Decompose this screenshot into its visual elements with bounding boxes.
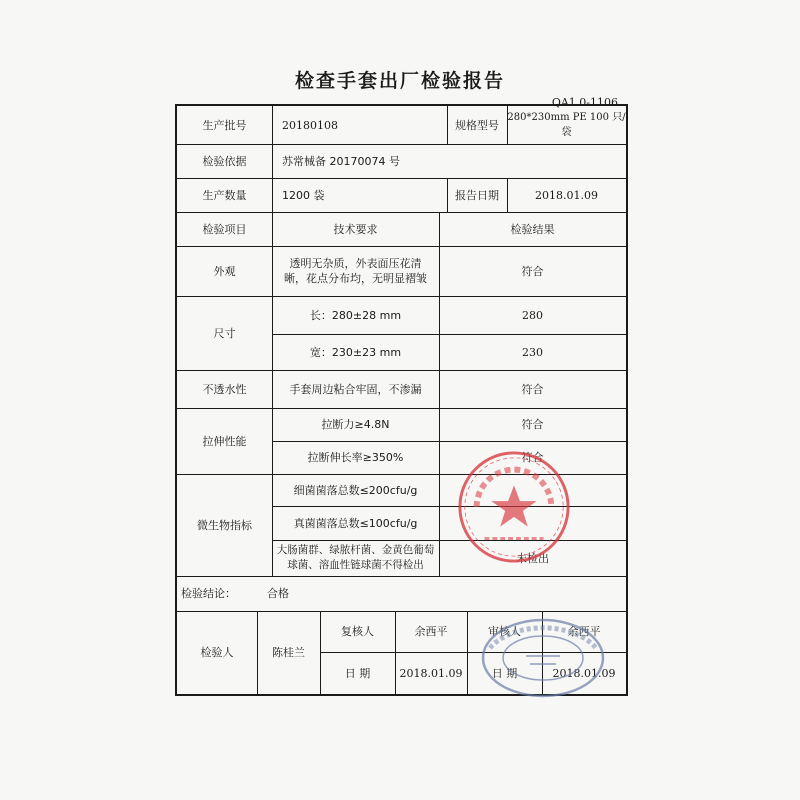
appearance-name: 外观 xyxy=(213,264,236,278)
size-name: 尺寸 xyxy=(213,326,236,340)
micro-fungi-requirement: 真菌菌落总数≤100cfu/g xyxy=(293,516,418,530)
header-result: 检验结果 xyxy=(510,222,555,236)
inspector-name: 陈桂兰 xyxy=(272,646,305,659)
date-value-1: 2018.01.09 xyxy=(399,666,463,680)
tensile-force-requirement: 拉断力≥4.8N xyxy=(321,418,390,431)
basis-value: 苏常械备 20170074 号 xyxy=(282,154,400,168)
batch-label: 生产批号 xyxy=(202,118,247,132)
tensile-elongation-result: 符合 xyxy=(521,451,544,464)
date-label-2: 日 期 xyxy=(491,666,518,680)
basis-label: 检验依据 xyxy=(202,154,247,168)
approver-name: 余西平 xyxy=(567,625,601,638)
micro-bacteria-requirement: 细菌菌落总数≤200cfu/g xyxy=(293,483,418,497)
inspector-label: 检验人 xyxy=(200,646,234,659)
header-requirement: 技术要求 xyxy=(333,222,378,236)
qty-label: 生产数量 xyxy=(202,188,247,202)
qty-value: 1200 袋 xyxy=(282,188,325,202)
waterproof-requirement: 手套周边粘合牢固，不渗漏 xyxy=(289,382,422,396)
spec-label: 规格型号 xyxy=(455,118,499,132)
waterproof-name: 不透水性 xyxy=(202,382,247,396)
appearance-result: 符合 xyxy=(521,264,544,278)
document-title: 检查手套出厂检验报告 xyxy=(294,70,505,92)
date-value-2: 2018.01.09 xyxy=(552,666,616,680)
size-length-requirement: 长：280±28 mm xyxy=(309,308,402,322)
waterproof-result: 符合 xyxy=(521,382,544,396)
reviewer-label: 复核人 xyxy=(341,625,374,638)
tensile-force-result: 符合 xyxy=(521,418,544,431)
batch-value: 20180108 xyxy=(282,118,338,132)
report-table xyxy=(175,104,628,696)
size-width-result: 230 xyxy=(522,345,543,359)
micro-pathogen-result: 未检出 xyxy=(516,551,549,565)
spec-value: 280*230mm PE 100 只/袋 xyxy=(507,112,626,138)
appearance-requirement: 透明无杂质，外表面压花清晰，花点分布均，无明显褶皱 xyxy=(284,257,427,285)
date-label-1: 日 期 xyxy=(344,666,371,680)
tensile-elongation-requirement: 拉断伸长率≥350% xyxy=(307,451,404,464)
conclusion-label: 检验结论： xyxy=(181,587,236,600)
micro-name: 微生物指标 xyxy=(197,518,252,532)
approver-label: 审核人 xyxy=(488,625,521,638)
size-length-result: 280 xyxy=(522,308,543,322)
micro-pathogen-requirement: 大肠菌群、绿脓杆菌、金黄色葡萄球菌、溶血性链球菌不得检出 xyxy=(276,544,435,571)
report-date-value: 2018.01.09 xyxy=(535,188,598,202)
document-code: QA1.0-1106 xyxy=(551,96,618,109)
header-item: 检验项目 xyxy=(202,222,247,236)
reviewer-name: 余西平 xyxy=(414,625,448,638)
tensile-name: 拉伸性能 xyxy=(202,434,247,448)
size-width-requirement: 宽：230±23 mm xyxy=(309,345,402,359)
conclusion-value: 合格 xyxy=(267,587,289,600)
report-date-label: 报告日期 xyxy=(455,188,499,202)
